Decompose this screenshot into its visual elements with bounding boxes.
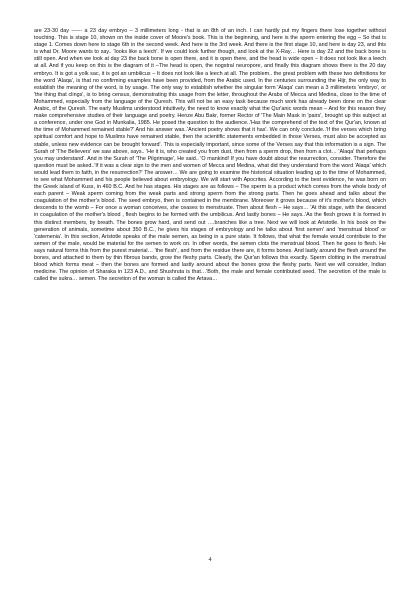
page-number: 4 <box>208 557 212 563</box>
body-paragraph: are 23-30 day ------ a 23 day embryo – 3 millimeters long - that is an 8th of an inch. I can hardly put my fingers there lose together without touching. This is stage 10, shown on the inside cover of Moore's book. This is the beginning, and here is the sperm entering the egg – So that is stage 1. Comes down here to stage 6th in the second week. And here is the 3rd week. And there is the first stage 10, and here is day 23, and this is what Dr. Moore wants to say.. 'looks like a leech'. If we could look further though, and look at the X-Ray… Here is day 22 and the back bone is still open. And when we look at day 23 the back bone is open there, and it is open there, and the head is wide open – It does not look like a leech at all. And if you keep on this is the diagram of it –The head is open, the nogstral neuropore, and finally this diagram shows there is the 20 day embryo. It is got a yolk sac, it is got an umbilicus – It does not look like a leech at all. The problem.. the great problem with these two definitions for the word 'Alaqa', is that no confirming examples have been provided, from the Arabic used. In the centuries surrounding the Hijr, the only way to establish the meaning of the word, is by usage. The only way to establish whether the singular form 'Alaqa' can mean a 3 millimeters 'embryo', or 'the thing that clings', is to bring census, demonstrating this usage from the letter, throughout the Arabs of Mecca and Medina, close to the time of Mohammed, especially from the language of the Quresh. This will not be an easy task because much work has already been done on the clear Arabic, of the Quresh. The early Muslims understood intuitively, the need to know exactly what the Qur'anic words mean – And for this reason they make comprehensive studies of their language and poetry. Henze Abu Bakr, former Rector of 'The Main Mask in 'pairs', brought up this subject at a conference, under one God in Munkalia, 1985. He posed the question to the audience..'Has the comprehend of the text of the Qur'an, known at the time of Mohammed remained stable?' And his answer was..'Ancient poetry shows that it has'. We can only conclude..'If the verses which bring spiritual comfort and hope to Muslims have remained stable, then the scientific statements embedded in those Verses, must also be accepted as stable, unless new evidence can be brought forward'. This is especially important, since some of the Verses say that this information is a sign. The Surah of 'The Believers' we saw above, says.. 'He it is, who created you from dust, then from a sperm drop, then from a clot… 'Alaqa' that perhaps you may understand'. And in the Surah of 'The Pilgrimage', He said.. 'O mankind! If you have doubt about the resurrection, consider. Therefore the question must be asked..'If it was a clear sign to the men and women of Mecca and Medina, what did they understand from the word 'Alaqa' which would lead them to faith, in the resurrection?' The answer… We are going to examine the historical situation leading up to the time of Mohammed, to see what Mohammed and his people believed about embryology. We will start with Apocrites. According to the best evidence, he was born on the Greek island of Kuss, in 460 B.C. And he has stages. His stages are as follows – The sperm is a product which comes from the whole body of each parent – Weak sperm coming from the weak parts and strong sperm from the strong parts. Then he goes ahead and talks about the coagulation of the mother's blood. The seed embryo, then is contained in the membrane. Moreover it grows because of it's mother's blood, which descends to the womb – For once a woman conceives, she ceases to menstruate. Then about flesh – He says… 'At this stage, with the descend in coagulation of the mother's blood , flesh begins to be formed with the umbilicus. And lastly bones – He says..'As the flesh grows it is formed in this distinct members, by breath. The bones grow hard, and send out ….branches like a tree. Next we will look at Aristotle. In his book on the generation of animals, sometime about 350 B.C., he gives his stages of embryology and he talks about 'first semen' and 'menstrual blood' or 'catemenia'. In this section, Aristotle speaks of the male semen, as being in a pure state. It follows, that what the female would contribute to the semen of the male, would be material for the semen to work on. In other words, the semen clots the menstrual blood. Then he goes to flesh. He says natural forms this from the purest material… 'the flesh', and from the residue there are, it forms bones. And lastly around the flesh around the bones, and attached to them by thin fibrous bands, grow the fleshy parts. Clearly, the Qur'an follows this exactly. Sperm clotting in the menstrual blood which forms meat – then the bones are formed and lastly around about the bones grow the fleshy parts. Next we will consider, Indian medicine. The opinion of Sharaka in 123 A.D., and Shushruta is that…'Both, the male and female contributed seed. The secretion of the male is called the sukra… semen. The secretion of the woman is called the Artava… <box>34 28 386 283</box>
